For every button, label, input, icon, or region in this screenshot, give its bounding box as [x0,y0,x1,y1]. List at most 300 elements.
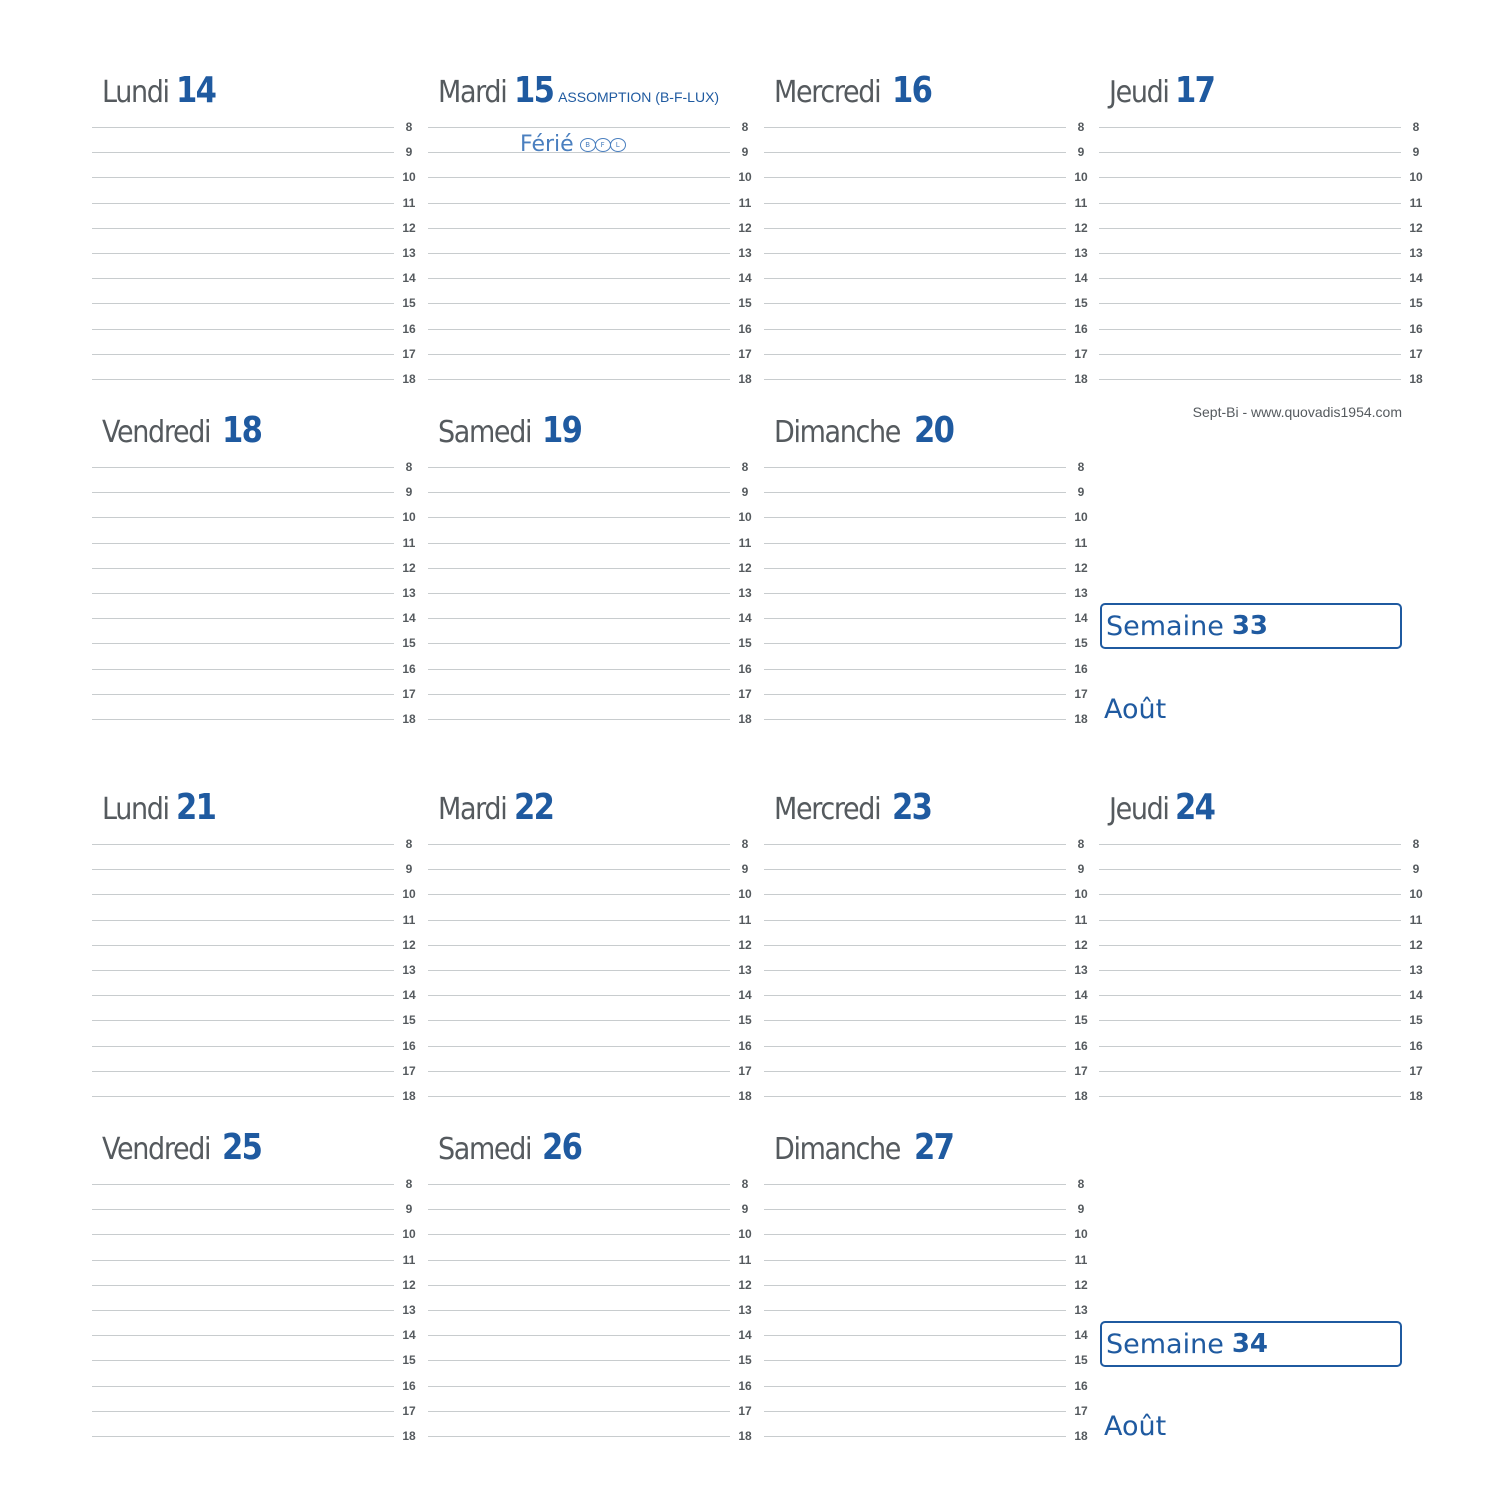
hour-label: 16 [1409,1038,1423,1053]
hour-label: 8 [1077,460,1085,474]
hour-row[interactable] [764,1236,1094,1267]
hour-row[interactable] [764,870,1094,902]
hour-label: 8 [405,460,413,474]
day-number: 17 [1175,70,1215,111]
hour-label: 18 [738,1089,752,1103]
hour-label: 13 [1074,246,1088,260]
hour-row[interactable] [764,204,1094,235]
writing-line [428,1436,730,1437]
day-name: Vendredi [102,415,211,450]
hour-row[interactable] [428,229,758,260]
hour-row[interactable] [428,153,758,185]
hour-label: 18 [738,372,752,386]
hour-row[interactable] [764,103,1094,134]
hour-row[interactable] [428,305,758,336]
hour-row[interactable] [92,695,422,726]
hour-label: 15 [738,296,752,311]
hour-row[interactable] [92,153,422,185]
hour-label: 17 [402,686,416,701]
hour-row[interactable] [92,468,422,500]
hour-row[interactable] [764,921,1094,952]
hour-row[interactable] [1099,971,1429,1003]
hour-row[interactable] [92,1387,422,1418]
hour-row[interactable] [1099,845,1429,877]
hour-row[interactable] [764,1387,1094,1418]
hour-row[interactable] [428,1336,758,1368]
hour-row[interactable] [92,921,422,952]
hour-row[interactable] [92,1072,422,1103]
hour-label: 13 [1074,1303,1088,1317]
day-column [1099,70,1429,386]
writing-line [428,719,730,720]
hour-row[interactable] [764,153,1094,185]
day-column [92,70,422,386]
hour-row[interactable] [92,1412,422,1443]
hour-row[interactable] [92,870,422,902]
hour-row[interactable] [428,1236,758,1267]
hour-row[interactable] [764,645,1094,676]
hour-row[interactable] [92,355,422,386]
hour-label: 11 [1074,1252,1088,1267]
hour-row[interactable] [428,355,758,386]
hour-row[interactable] [92,519,422,550]
hour-label: 18 [738,712,752,726]
hour-row[interactable] [1099,1047,1429,1078]
hour-row[interactable] [1099,996,1429,1028]
hour-row[interactable] [428,330,758,361]
hour-label: 10 [402,1227,416,1242]
hour-row[interactable] [1099,355,1429,386]
hour-row[interactable] [428,1412,758,1443]
day-number: 16 [892,70,932,111]
day-number: 26 [541,1127,581,1168]
hour-row[interactable] [428,695,758,726]
hour-row[interactable] [764,519,1094,550]
hour-row[interactable] [428,1160,758,1191]
hour-row[interactable] [428,921,758,952]
day-number: 21 [176,787,216,828]
hour-label: 17 [402,1403,416,1418]
hour-row[interactable] [428,996,758,1028]
hour-label: 8 [405,120,413,134]
hour-row[interactable] [764,670,1094,701]
hour-label: 13 [738,246,752,260]
hour-label: 11 [1074,912,1088,927]
week-label: Semaine [1106,610,1224,642]
hour-row[interactable] [764,254,1094,286]
hour-row[interactable] [764,1336,1094,1368]
hour-row[interactable] [764,305,1094,336]
hour-row[interactable] [1099,820,1429,851]
hour-row[interactable] [764,229,1094,260]
hour-row[interactable] [92,670,422,701]
hour-row[interactable] [764,896,1094,927]
day-number: 15 [513,70,554,111]
hour-row[interactable] [92,619,422,651]
hour-label: 11 [738,195,752,210]
hour-label: 16 [1074,1038,1088,1053]
day-name: Jeudi [1109,75,1169,110]
hour-row[interactable] [1099,330,1429,361]
hour-row[interactable] [92,1311,422,1343]
hour-label: 9 [1412,145,1420,160]
hour-row[interactable] [92,1362,422,1393]
hour-row[interactable] [764,695,1094,726]
hour-label: 11 [1409,912,1423,927]
hour-label: 9 [741,145,749,160]
hour-label: 11 [738,535,752,550]
hour-row[interactable] [764,1022,1094,1053]
writing-line [92,1096,394,1097]
hour-row[interactable] [764,279,1094,311]
hour-row[interactable] [764,946,1094,977]
day-name: Jeudi [1109,792,1169,827]
hour-row[interactable] [1099,946,1429,977]
hour-row[interactable] [428,820,758,851]
hour-label: 9 [405,145,413,160]
hour-label: 18 [402,1089,416,1103]
hour-label: 18 [402,372,416,386]
hour-label: 9 [1077,862,1085,877]
hour-row[interactable] [92,128,422,160]
hour-row[interactable] [428,594,758,626]
hour-row[interactable] [92,493,422,525]
hour-row[interactable] [1099,1022,1429,1053]
hour-row[interactable] [92,1261,422,1292]
hour-row[interactable] [92,845,422,877]
hour-row[interactable] [428,896,758,927]
hour-row[interactable] [1099,204,1429,235]
hour-row[interactable] [92,1160,422,1191]
hour-row[interactable] [428,279,758,311]
hour-label: 10 [402,887,416,902]
hour-label: 18 [1074,712,1088,726]
hour-label: 15 [1074,1013,1088,1028]
hour-row[interactable] [428,1261,758,1292]
hour-row[interactable] [764,1261,1094,1292]
day-column [428,70,758,386]
hour-label: 16 [1074,1378,1088,1393]
hour-label: 18 [1074,1429,1088,1443]
hour-label: 11 [738,912,752,927]
hour-row[interactable] [92,569,422,600]
hour-label: 12 [738,220,752,235]
writing-line [92,1436,394,1437]
hour-row[interactable] [764,443,1094,474]
hour-row[interactable] [764,493,1094,525]
hour-row[interactable] [764,355,1094,386]
hour-row[interactable] [764,1210,1094,1242]
hour-row[interactable] [764,845,1094,877]
hour-label: 8 [1412,120,1420,134]
hour-label: 8 [741,1177,749,1191]
hour-label: 13 [402,246,416,260]
hour-row[interactable] [764,1072,1094,1103]
hour-label: 14 [738,271,752,286]
hour-label: 11 [402,535,416,550]
hour-label: 13 [738,586,752,600]
hour-row[interactable] [428,1362,758,1393]
hour-label: 14 [738,1328,752,1343]
hour-label: 13 [1074,586,1088,600]
hour-row[interactable] [1099,254,1429,286]
hour-label: 14 [1409,988,1423,1003]
hour-row[interactable] [1099,921,1429,952]
hour-label: 11 [1074,195,1088,210]
hour-row[interactable] [428,645,758,676]
hour-label: 10 [1409,887,1423,902]
hour-row[interactable] [428,619,758,651]
hour-row[interactable] [428,128,758,160]
hour-row[interactable] [428,179,758,210]
hour-label: 17 [1409,1063,1423,1078]
hour-row[interactable] [764,468,1094,500]
hour-row[interactable] [764,619,1094,651]
day-name: Samedi [438,415,532,450]
hour-label: 14 [402,988,416,1003]
hour-row[interactable] [1099,279,1429,311]
hour-row[interactable] [1099,103,1429,134]
publisher-credit: Sept-Bi - www.quovadis1954.com [1192,404,1402,420]
hour-row[interactable] [92,305,422,336]
hour-row[interactable] [764,330,1094,361]
hour-label: 10 [402,170,416,185]
hour-label: 9 [405,862,413,877]
hour-label: 14 [1074,611,1088,626]
writing-line [92,379,394,380]
hour-row[interactable] [428,870,758,902]
hour-row[interactable] [764,1047,1094,1078]
hour-row[interactable] [428,1286,758,1317]
hour-row[interactable] [764,1286,1094,1317]
hour-row[interactable] [92,1236,422,1267]
hour-row[interactable] [92,279,422,311]
hour-row[interactable] [1099,153,1429,185]
hour-row[interactable] [764,1362,1094,1393]
hour-label: 13 [738,963,752,977]
hour-label: 12 [1074,220,1088,235]
hour-row[interactable] [428,1072,758,1103]
hour-row[interactable] [428,670,758,701]
hour-label: 9 [741,1202,749,1217]
hour-row[interactable] [1099,128,1429,160]
day-number: 14 [176,70,216,111]
hour-row[interactable] [428,971,758,1003]
hour-label: 13 [1074,963,1088,977]
hour-row[interactable] [92,996,422,1028]
hour-row[interactable] [428,519,758,550]
hour-row[interactable] [428,1185,758,1217]
day-column [1099,787,1429,1103]
hour-label: 10 [738,510,752,525]
hour-row[interactable] [428,1047,758,1078]
hour-label: 10 [738,170,752,185]
hour-row[interactable] [92,1185,422,1217]
hour-label: 10 [738,1227,752,1242]
hour-label: 9 [1077,1202,1085,1217]
hour-label: 15 [738,1353,752,1368]
hour-row[interactable] [92,1336,422,1368]
day-name: Dimanche [774,1132,901,1167]
hour-row[interactable] [764,1412,1094,1443]
hour-row[interactable] [764,544,1094,575]
hour-row[interactable] [428,1022,758,1053]
hour-row[interactable] [764,1160,1094,1191]
hour-label: 16 [738,661,752,676]
hour-label: 16 [402,1378,416,1393]
hour-row[interactable] [92,179,422,210]
hour-label: 15 [738,1013,752,1028]
hour-row[interactable] [428,493,758,525]
hour-row[interactable] [764,996,1094,1028]
week-number-box [1100,603,1402,649]
hour-label: 8 [741,120,749,134]
hour-label: 17 [738,346,752,361]
hour-row[interactable] [764,569,1094,600]
hour-label: 16 [402,1038,416,1053]
day-name: Mercredi [774,75,881,110]
month-label: Août [1104,694,1167,725]
hour-label: 13 [738,1303,752,1317]
hour-label: 16 [738,321,752,336]
hour-label: 16 [1409,321,1423,336]
hour-row[interactable] [1099,305,1429,336]
hour-row[interactable] [764,971,1094,1003]
hour-row[interactable] [428,569,758,600]
hour-label: 18 [1409,372,1423,386]
hour-row[interactable] [92,946,422,977]
hour-label: 17 [1409,346,1423,361]
hour-row[interactable] [428,443,758,474]
day-number: 18 [222,410,262,451]
hour-label: 11 [1409,195,1423,210]
hour-row[interactable] [92,254,422,286]
day-number: 25 [222,1127,262,1168]
hour-row[interactable] [1099,870,1429,902]
hour-label: 12 [402,937,416,952]
hour-row[interactable] [92,544,422,575]
country-badge-l: L [610,138,626,152]
hour-label: 12 [1409,937,1423,952]
hour-label: 15 [402,1353,416,1368]
hour-row[interactable] [764,179,1094,210]
hour-label: 17 [1074,686,1088,701]
hour-label: 10 [1074,170,1088,185]
hour-row[interactable] [764,1185,1094,1217]
hour-row[interactable] [92,645,422,676]
hour-row[interactable] [1099,179,1429,210]
hour-label: 10 [1409,170,1423,185]
hour-label: 14 [738,611,752,626]
hour-row[interactable] [92,1286,422,1317]
hour-row[interactable] [92,1047,422,1078]
hour-label: 18 [1409,1089,1423,1103]
week-number-box [1100,1321,1402,1367]
hour-label: 16 [738,1378,752,1393]
hour-label: 17 [738,686,752,701]
day-column [428,410,758,726]
hour-label: 10 [1074,887,1088,902]
hour-row[interactable] [1099,229,1429,260]
hour-label: 11 [738,1252,752,1267]
hour-row[interactable] [92,971,422,1003]
hour-row[interactable] [428,204,758,235]
hour-label: 16 [738,1038,752,1053]
hour-label: 17 [402,1063,416,1078]
hour-row[interactable] [92,1210,422,1242]
day-number: 23 [892,787,932,828]
hour-row[interactable] [92,594,422,626]
hour-row[interactable] [1099,1072,1429,1103]
hour-label: 8 [1412,837,1420,851]
hour-label: 15 [1074,296,1088,311]
hour-label: 8 [1077,837,1085,851]
hour-row[interactable] [764,1311,1094,1343]
hour-label: 10 [738,887,752,902]
day-column [92,410,422,726]
hour-row[interactable] [428,468,758,500]
day-column [92,787,422,1103]
hour-row[interactable] [92,896,422,927]
writing-line [1099,1096,1401,1097]
hour-row[interactable] [92,1022,422,1053]
day-name: Lundi [102,75,169,110]
writing-line [428,379,730,380]
hour-row[interactable] [428,845,758,877]
hour-label: 9 [405,1202,413,1217]
hour-row[interactable] [428,1210,758,1242]
hour-row[interactable] [92,229,422,260]
hour-label: 14 [1074,1328,1088,1343]
holiday-label: ASSOMPTION (B-F-LUX) [558,89,720,105]
day-column [764,410,1094,726]
hour-row[interactable] [92,443,422,474]
hour-label: 17 [1074,1403,1088,1418]
hour-row[interactable] [92,330,422,361]
hour-label: 12 [402,560,416,575]
day-column [764,70,1094,386]
hour-row[interactable] [92,820,422,851]
hour-row[interactable] [92,204,422,235]
hour-row[interactable] [428,1387,758,1418]
day-column [764,1127,1094,1443]
day-number: 27 [914,1127,954,1168]
hour-label: 14 [738,988,752,1003]
hour-label: 17 [1074,346,1088,361]
hour-label: 12 [738,937,752,952]
day-number: 20 [914,410,954,451]
hour-row[interactable] [764,128,1094,160]
hour-label: 17 [1074,1063,1088,1078]
hour-label: 12 [402,220,416,235]
hour-row[interactable] [764,594,1094,626]
hour-row[interactable] [92,103,422,134]
hour-row[interactable] [428,1311,758,1343]
hour-row[interactable] [428,254,758,286]
writing-line [1099,379,1401,380]
hour-row[interactable] [428,544,758,575]
hour-row[interactable] [764,820,1094,851]
hour-label: 15 [1409,1013,1423,1028]
hour-label: 16 [1074,321,1088,336]
hour-label: 12 [1074,1277,1088,1292]
hour-row[interactable] [428,946,758,977]
hour-label: 8 [405,1177,413,1191]
hour-row[interactable] [428,103,758,134]
day-column [764,787,1094,1103]
hour-row[interactable] [1099,896,1429,927]
hour-label: 12 [1074,560,1088,575]
